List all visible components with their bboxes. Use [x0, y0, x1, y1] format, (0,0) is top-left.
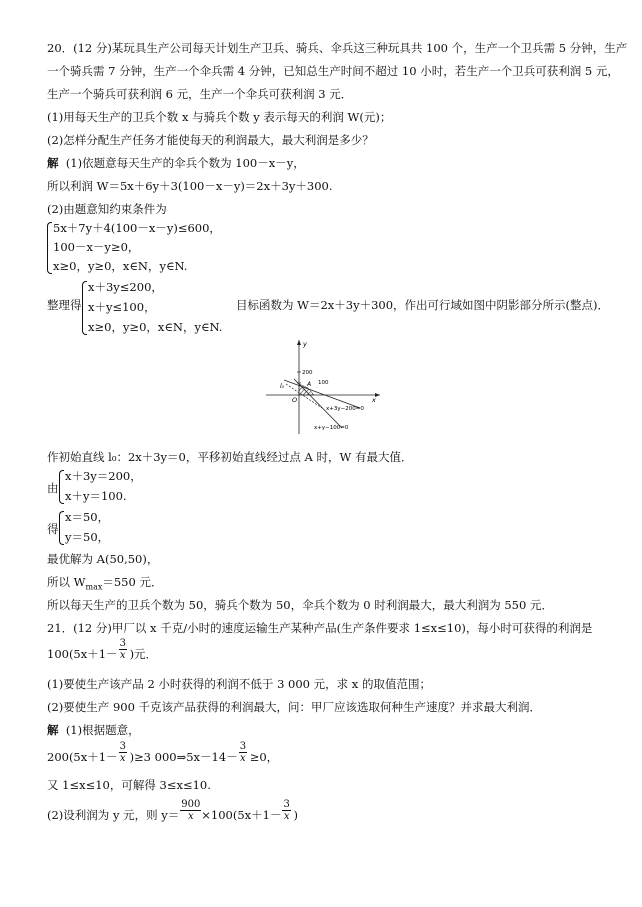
fraction-numerator: 3: [239, 741, 247, 752]
p20-solution-line4: 作初始直线 l₀：2x＋3y＝0，平移初始直线经过点 A 时，W 有最大值．: [47, 450, 413, 464]
point-a-label: A: [307, 381, 312, 388]
origin-label: O: [292, 396, 298, 404]
constraint-brace: [47, 222, 52, 274]
constraint-3: x≥0，y≥0，x∈N，y∈N.: [53, 259, 188, 273]
p21-solution-line4: [47, 808, 298, 823]
fraction-denominator: x: [187, 811, 194, 822]
l0-label: l₀: [280, 383, 285, 390]
fraction-numerator: 3: [119, 741, 126, 752]
solution-label: 解: [47, 156, 59, 170]
x-axis-label: x: [372, 396, 376, 404]
p20-solution-line1: [47, 156, 305, 171]
solution-label: 解: [47, 723, 59, 737]
fraction-denominator: x: [240, 753, 246, 764]
fraction-denominator: x: [283, 811, 290, 822]
p20-solution-line2: 所以利润 W＝5x＋6y＋3(100－x－y)＝2x＋3y＋300.: [47, 179, 333, 193]
arrange-label: 整理得: [47, 298, 82, 312]
wmax-subscript: max: [85, 582, 103, 592]
fraction-denominator: x: [119, 650, 126, 661]
solution-text: (1)依题意每天生产的伞兵个数为 100－x－y，: [65, 156, 305, 170]
arrange-brace: [82, 281, 87, 335]
p20-solution-line3: (2)由题意知约束条件为: [47, 202, 167, 216]
p21-stmt2-suffix: )元．: [129, 647, 158, 661]
p21-statement-line2: [47, 647, 157, 662]
fraction-numerator: 3: [119, 638, 126, 649]
fraction-3-over-x-b: [239, 741, 247, 764]
equation-2: x＋y＝100.: [65, 489, 127, 503]
line1-label: x+3y−200=0: [326, 406, 364, 412]
fraction-3-over-x-c: [282, 799, 290, 822]
p21-solution-line1: [47, 723, 140, 738]
constraint-2: 100－x－y≥0，: [53, 240, 140, 254]
tick-100-label: 100: [318, 380, 329, 386]
p20-statement-line1: 20．(12 分)某玩具生产公司每天计划生产卫兵、骑兵、伞兵这三种玩具共 100 个，生产一个卫兵需 5 分钟，生产: [47, 41, 628, 55]
y-axis-label: y: [303, 340, 307, 348]
objective-text: 目标函数为 W＝2x＋3y＋300，作出可行域如图中阴影部分所示(整点)．: [236, 298, 610, 312]
profit-middle: ×100(5x＋1－: [201, 808, 282, 822]
p21-statement-line1: 21．(12 分)甲厂以 x 千克/小时的速度运输生产某种产品(生产条件要求 1≤x≤10)，每小时可获得的利润是: [47, 621, 593, 635]
fraction-numerator: 900: [181, 799, 201, 810]
ineq-part-b: )≥3 000⇒5x－14－: [129, 750, 238, 764]
constraint-1: 5x＋7y＋4(100－x－y)≤600，: [53, 221, 221, 235]
p20-solution-line7: 所以每天生产的卫兵个数为 50，骑兵个数为 50，伞兵个数为 0 时利润最大，最大利润为 550 元．: [47, 598, 553, 612]
ineq-part-c: ≥0，: [249, 750, 279, 764]
wmax-prefix: 所以 W: [47, 575, 86, 589]
p20-statement-line2: 一个骑兵需 7 分钟，生产一个伞兵需 4 分钟，已知总生产时间不超过 10 小时，若生产一个卫兵可获利润 5 元，: [47, 64, 619, 78]
line-x-plus-y: [294, 379, 342, 428]
p21-stmt2-prefix: 100(5x＋1－: [47, 647, 118, 661]
result-1: x＝50，: [65, 510, 110, 524]
arranged-2: x＋y≤100，: [88, 300, 156, 314]
fraction-denominator: x: [119, 753, 126, 764]
result-brace: [59, 511, 64, 545]
ineq-part-a: 200(5x＋1－: [47, 750, 118, 764]
solution-text: (1)根据题意，: [65, 723, 140, 737]
feasible-region-graph: [264, 336, 384, 436]
get-label: 得: [47, 522, 59, 536]
p21-question1: (1)要使生产该产品 2 小时获得的利润不低于 3 000 元，求 x 的取值范围；: [47, 677, 431, 691]
fraction-3-over-x-a: [119, 741, 127, 764]
p20-question1: (1)用每天生产的卫兵个数 x 与骑兵个数 y 表示每天的利润 W(元)；: [47, 110, 392, 124]
profit-prefix: (2)设利润为 y 元，则 y＝: [47, 808, 180, 822]
fraction-900-over-x: [180, 799, 201, 822]
p21-solution-line3: 又 1≤x≤10，可解得 3≤x≤10.: [47, 778, 211, 792]
p20-solution-line5: 最优解为 A(50,50)，: [47, 552, 159, 566]
result-2: y＝50，: [65, 530, 110, 544]
p20-statement-line3: 生产一个骑兵可获利润 6 元，生产一个伞兵可获利润 3 元．: [47, 87, 353, 101]
wmax-suffix: ＝550 元．: [102, 575, 163, 589]
arranged-3: x≥0，y≥0，x∈N，y∈N.: [88, 320, 223, 334]
p21-question2: (2)要使生产 900 千克该产品获得的利润最大，问：甲厂应该选取何种生产速度？并求最大利润．: [47, 700, 542, 714]
solve-brace: [59, 470, 64, 504]
line2-label: x+y−100=0: [314, 425, 349, 431]
p20-question2: (2)怎样分配生产任务才能使每天的利润最大，最大利润是多少？: [47, 133, 374, 147]
p20-solution-line6: [47, 575, 162, 594]
solve-label: 由: [47, 481, 59, 495]
tick-200-label: 200: [302, 370, 313, 376]
arranged-1: x＋3y≤200，: [88, 280, 163, 294]
fraction-numerator: 3: [283, 799, 290, 810]
fraction-3-over-x: [119, 638, 127, 661]
profit-suffix: ): [293, 808, 298, 822]
equation-1: x＋3y＝200，: [65, 469, 142, 483]
